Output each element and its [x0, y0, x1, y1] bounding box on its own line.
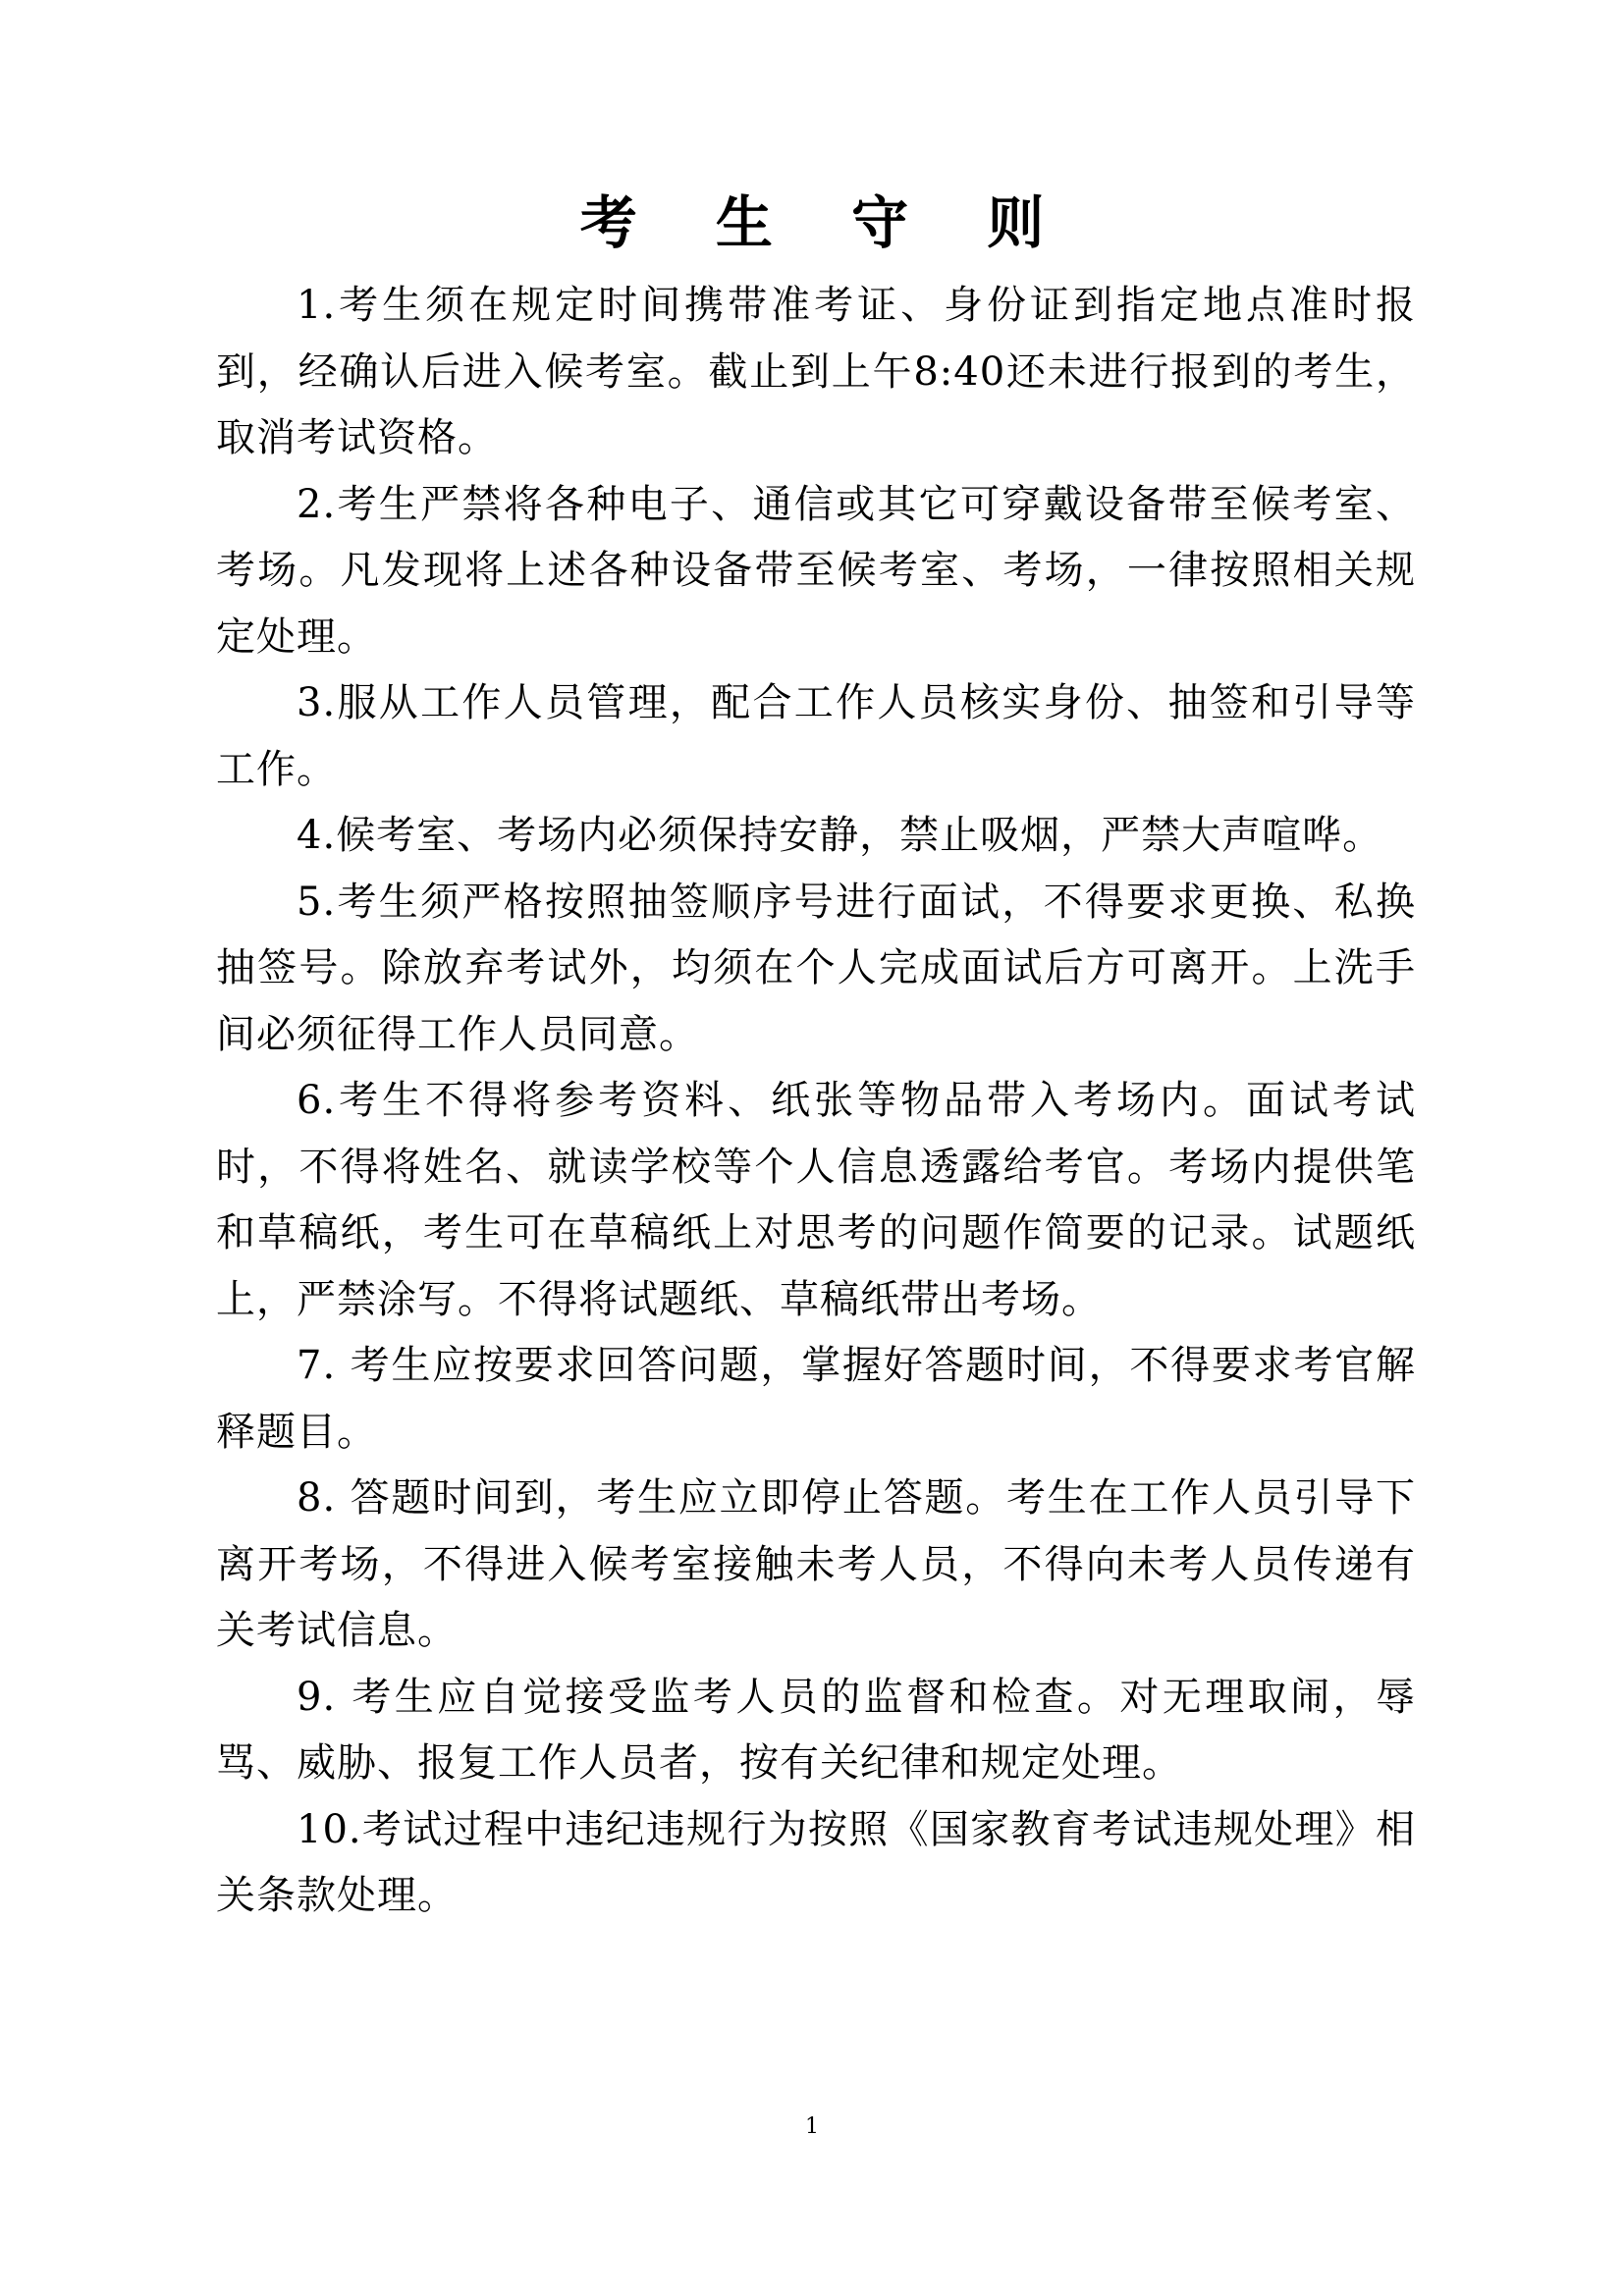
rule-3: 3.服从工作人员管理，配合工作人员核实身份、抽签和引导等工作。	[216, 680, 1416, 792]
rule-5: 5.考生须严格按照抽签顺序号进行面试，不得要求更换、私换抽签号。除放弃考试外，均须在个人完成面试后方可离开。上洗手间必须征得工作人员同意。	[216, 879, 1416, 1057]
rule-4: 4.候考室、考场内必须保持安静，禁止吸烟，严禁大声喧哗。	[297, 813, 1383, 858]
document-title: 考 生 守 则	[579, 188, 1074, 256]
rule-1: 1.考生须在规定时间携带准考证、身份证到指定地点准时报到，经确认后进入候考室。截止到上午8:40还未进行报到的考生，取消考试资格。	[216, 283, 1416, 460]
rule-10: 10.考试过程中违纪违规行为按照《国家教育考试违规处理》相关条款处理。	[216, 1806, 1416, 1918]
page-number: 1	[805, 2114, 819, 2139]
rule-8: 8. 答题时间到，考生应立即停止答题。考生在工作人员引导下离开考场，不得进入候考室接触未考人员，不得向未考人员传递有关考试信息。	[216, 1475, 1416, 1653]
rule-9: 9. 考生应自觉接受监考人员的监督和检查。对无理取闹，辱骂、威胁、报复工作人员者，按有关纪律和规定处理。	[216, 1674, 1416, 1786]
rule-6: 6.考生不得将参考资料、纸张等物品带入考场内。面试考试时，不得将姓名、就读学校等个人信息透露给考官。考场内提供笔和草稿纸，考生可在草稿纸上对思考的问题作简要的记录。试题纸上，严禁涂写。不得将试题纸、草稿纸带出考场。	[216, 1078, 1416, 1322]
rules-list	[216, 273, 1416, 1930]
rule-7: 7. 考生应按要求回答问题，掌握好答题时间，不得要求考官解释题目。	[216, 1343, 1416, 1455]
rule-2: 2.考生严禁将各种电子、通信或其它可穿戴设备带至候考室、考场。凡发现将上述各种设备带至候考室、考场，一律按照相关规定处理。	[216, 481, 1416, 660]
